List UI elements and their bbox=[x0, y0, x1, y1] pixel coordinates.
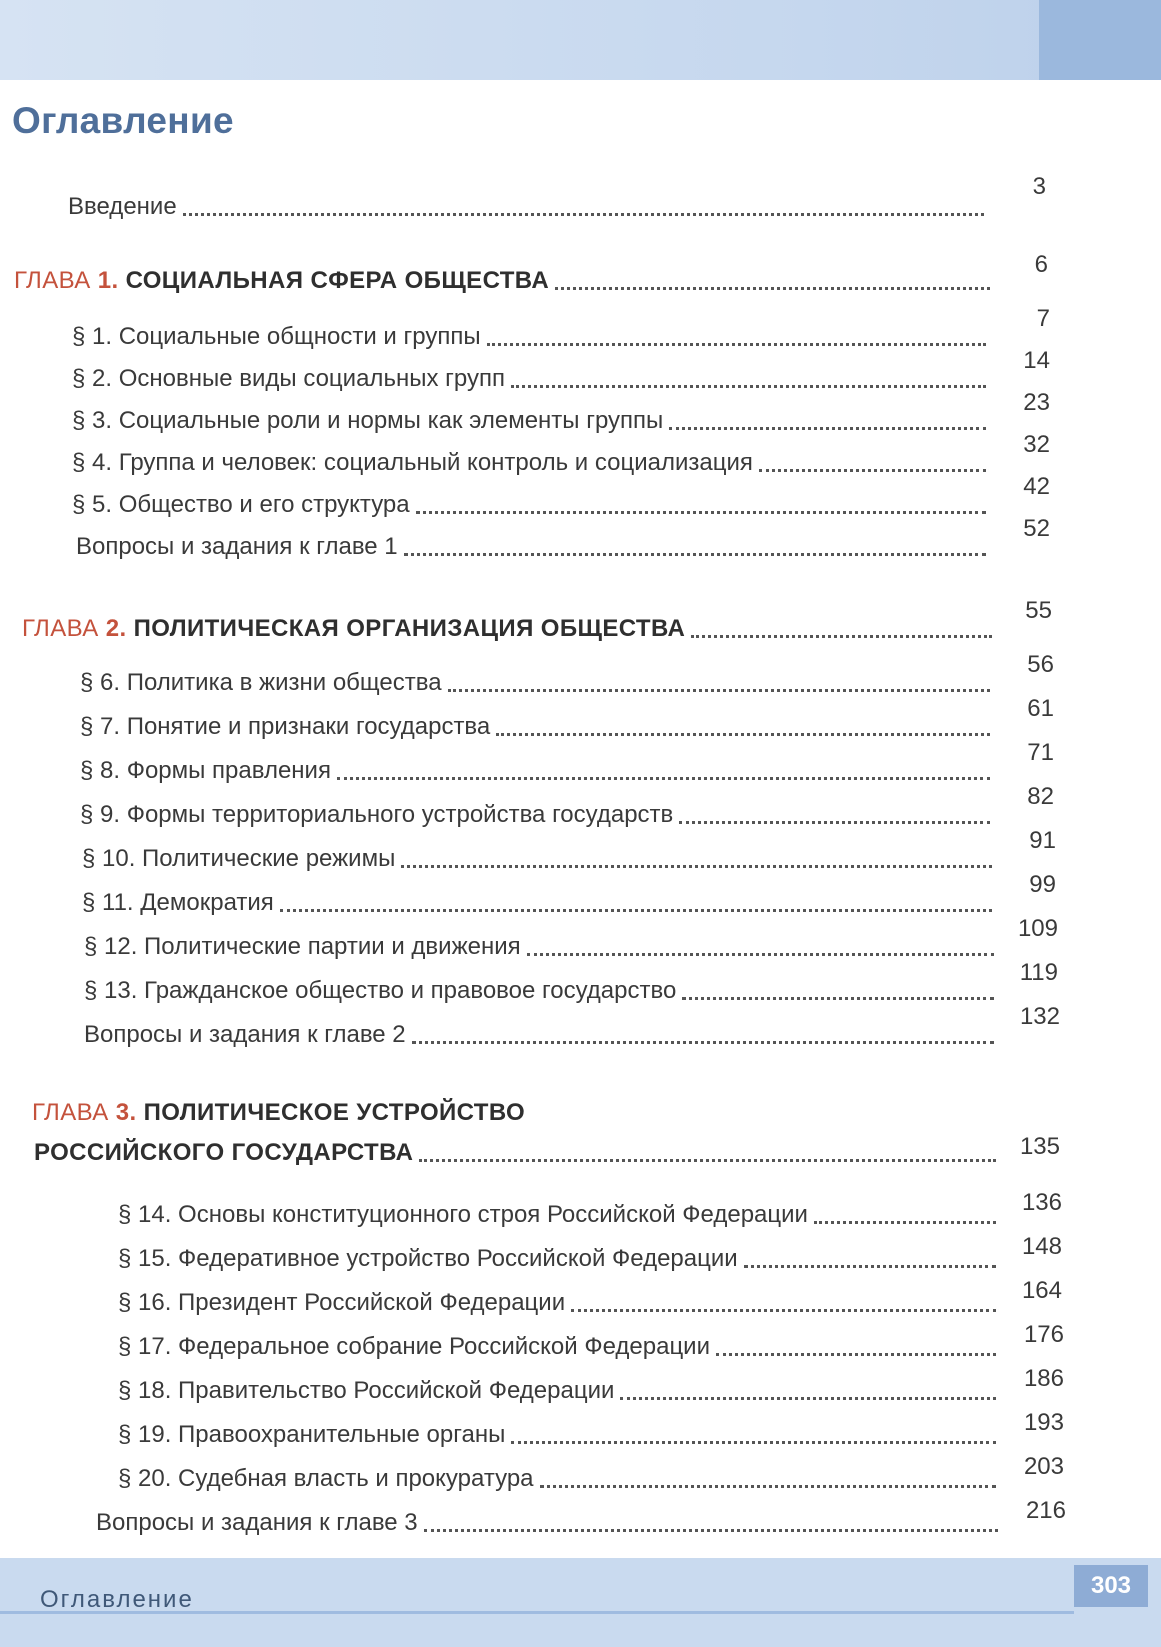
dot-leader bbox=[814, 1204, 996, 1224]
chapter-label: ГЛАВА bbox=[14, 267, 91, 294]
toc-page-number: 71 bbox=[1027, 739, 1054, 766]
chapter-number: 1. bbox=[97, 267, 119, 294]
toc-entry[interactable]: § 18. Правительство Российской Федерации bbox=[118, 1366, 1000, 1406]
chapter-title: ПОЛИТИЧЕСКОЕ УСТРОЙСТВО bbox=[143, 1099, 526, 1126]
toc-page-number: 3 bbox=[1032, 173, 1046, 200]
toc-entry[interactable]: § 16. Президент Российской Федерации bbox=[118, 1278, 1000, 1318]
toc-page-number: 203 bbox=[1023, 1453, 1064, 1480]
page-number-badge: 303 bbox=[1074, 1565, 1148, 1607]
toc-page-number: 132 bbox=[1019, 1003, 1060, 1030]
toc-page-number: 135 bbox=[1019, 1133, 1060, 1160]
running-footer: Оглавление bbox=[40, 1586, 194, 1613]
toc-entry[interactable]: § 1. Социальные общности и группы bbox=[72, 312, 990, 352]
dot-leader bbox=[511, 1424, 996, 1444]
dot-leader bbox=[679, 804, 990, 824]
toc-entry[interactable]: Вопросы и задания к главе 3 bbox=[96, 1498, 1002, 1538]
toc-page-number: 56 bbox=[1027, 651, 1054, 678]
chapter-title: СОЦИАЛЬНАЯ СФЕРА ОБЩЕСТВА bbox=[125, 267, 550, 294]
dot-leader bbox=[571, 1292, 996, 1312]
toc-page-number: 7 bbox=[1036, 305, 1050, 332]
toc-entry-intro[interactable] bbox=[68, 182, 988, 222]
toc-page-number: 42 bbox=[1023, 473, 1050, 500]
dot-leader bbox=[183, 196, 984, 216]
chapter-number: 2. bbox=[105, 615, 127, 642]
chapter-title: ПОЛИТИЧЕСКАЯ ОРГАНИЗАЦИЯ ОБЩЕСТВА bbox=[133, 615, 686, 642]
toc-entry[interactable]: Вопросы и задания к главе 2 bbox=[84, 1010, 998, 1050]
toc-page-number: 148 bbox=[1021, 1233, 1062, 1260]
dot-leader bbox=[412, 1024, 994, 1044]
dot-leader bbox=[744, 1248, 996, 1268]
chapter-title-line2: РОССИЙСКОГО ГОСУДАРСТВА bbox=[34, 1139, 414, 1166]
toc-page-number: 52 bbox=[1023, 515, 1050, 542]
toc-entry[interactable]: § 4. Группа и человек: социальный контроль и социализация bbox=[72, 438, 990, 478]
toc-page-number: 61 bbox=[1027, 695, 1054, 722]
toc-entry[interactable]: § 6. Политика в жизни общества bbox=[80, 658, 994, 698]
toc-page-number: 164 bbox=[1021, 1277, 1062, 1304]
toc-page-number: 91 bbox=[1029, 827, 1056, 854]
toc-page-number: 82 bbox=[1027, 783, 1054, 810]
toc-page-number: 176 bbox=[1023, 1321, 1064, 1348]
toc-page-number: 119 bbox=[1019, 959, 1058, 986]
dot-leader bbox=[620, 1380, 996, 1400]
toc-page-number: 186 bbox=[1023, 1365, 1064, 1392]
toc-entry[interactable]: § 20. Судебная власть и прокуратура bbox=[118, 1454, 1000, 1494]
dot-leader bbox=[716, 1336, 996, 1356]
toc-entry[interactable]: § 7. Понятие и признаки государства bbox=[80, 702, 994, 742]
chapter-heading[interactable] bbox=[22, 604, 996, 644]
dot-leader bbox=[448, 672, 990, 692]
toc-entry[interactable]: § 10. Политические режимы bbox=[82, 834, 996, 874]
dot-leader bbox=[527, 936, 994, 956]
dot-leader bbox=[337, 760, 990, 780]
toc-entry[interactable]: § 13. Гражданское общество и правовое государство bbox=[84, 966, 998, 1006]
dot-leader bbox=[682, 980, 994, 1000]
toc-page-number: 193 bbox=[1023, 1409, 1064, 1436]
page-title: Оглавление bbox=[12, 100, 234, 141]
dot-leader bbox=[280, 892, 992, 912]
dot-leader bbox=[496, 716, 990, 736]
toc-entry[interactable]: § 8. Формы правления bbox=[80, 746, 994, 786]
chapter-heading[interactable] bbox=[14, 256, 994, 296]
dot-leader bbox=[759, 452, 986, 472]
toc-page-number: 23 bbox=[1023, 389, 1050, 416]
toc-entry[interactable]: Вопросы и задания к главе 1 bbox=[76, 522, 990, 562]
toc-entry[interactable]: § 11. Демократия bbox=[82, 878, 996, 918]
toc-page-number: 99 bbox=[1029, 871, 1056, 898]
dot-leader bbox=[419, 1142, 996, 1162]
toc-entry[interactable]: § 14. Основы конституционного строя Российской Федерации bbox=[118, 1190, 1000, 1230]
dot-leader bbox=[487, 326, 986, 346]
toc-entry[interactable]: § 9. Формы территориального устройства государств bbox=[80, 790, 994, 830]
dot-leader bbox=[511, 368, 986, 388]
toc-entry[interactable]: § 15. Федеративное устройство Российской Федерации bbox=[118, 1234, 1000, 1274]
dot-leader bbox=[540, 1468, 996, 1488]
dot-leader bbox=[424, 1512, 998, 1532]
chapter-heading-line2[interactable] bbox=[34, 1128, 1000, 1168]
toc-entry[interactable]: § 2. Основные виды социальных групп bbox=[72, 354, 990, 394]
chapter-number: 3. bbox=[115, 1099, 137, 1126]
toc-page-number: 55 bbox=[1025, 597, 1052, 624]
toc-page-number: 6 bbox=[1034, 251, 1048, 278]
chapter-label: ГЛАВА bbox=[22, 615, 99, 642]
toc-page-number: 14 bbox=[1023, 347, 1050, 374]
dot-leader bbox=[416, 494, 986, 514]
toc-entry[interactable]: § 12. Политические партии и движения bbox=[84, 922, 998, 962]
toc-page-number: 216 bbox=[1025, 1497, 1066, 1524]
dot-leader bbox=[404, 536, 986, 556]
toc-page-number: 32 bbox=[1023, 431, 1050, 458]
toc-entry-title: Введение bbox=[68, 193, 177, 220]
chapter-heading[interactable] bbox=[32, 1088, 732, 1128]
toc-entry[interactable]: § 3. Социальные роли и нормы как элементы группы bbox=[72, 396, 990, 436]
toc-page-number: 136 bbox=[1021, 1189, 1062, 1216]
chapter-label: ГЛАВА bbox=[32, 1099, 109, 1126]
dot-leader bbox=[669, 410, 986, 430]
toc-entry[interactable]: § 19. Правоохранительные органы bbox=[118, 1410, 1000, 1450]
toc-page-number: 109 bbox=[1017, 915, 1058, 942]
dot-leader bbox=[691, 618, 992, 638]
toc-entry[interactable]: § 17. Федеральное собрание Российской Федерации bbox=[118, 1322, 1000, 1362]
dot-leader bbox=[555, 270, 990, 290]
dot-leader bbox=[401, 848, 992, 868]
toc-entry[interactable]: § 5. Общество и его структура bbox=[72, 480, 990, 520]
